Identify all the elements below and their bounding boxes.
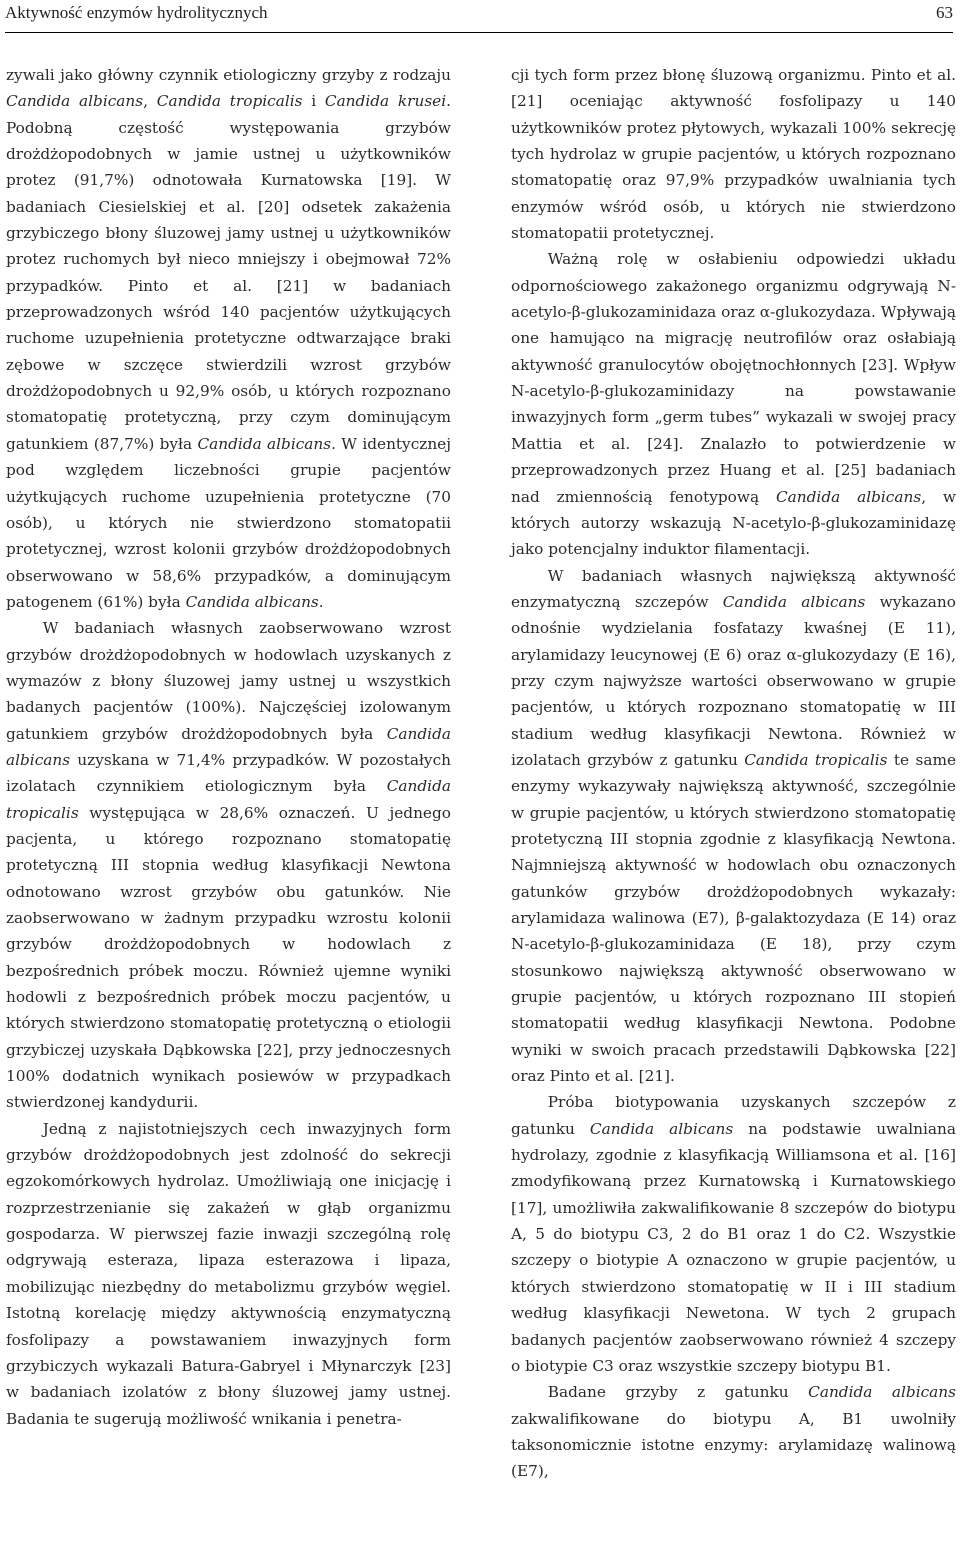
paragraph: cji tych form przez błonę śluzową organizmu. Pinto et al. [21] oceniając aktywność fosfolipazy u 140 użytkowników protez płytowych, wykazali 100% sekrecję tych hydrolaz w grupie pacjentów, u których rozpoznano stomatopatię oraz 97,9% przypadków uwalniania tych enzymów wśród osób, u których nie stwierdzono stomatopatii protetycznej.: [511, 66, 956, 243]
paragraph: Badane grzyby z gatunku Candida albicans zakwalifikowane do biotypu A, B1 uwolniły taksonomicznie istotne enzymy: arylamidazę walinową (E7),: [511, 1383, 956, 1481]
left-text-column: [6, 62, 451, 1552]
running-header: [5, 2, 953, 33]
paragraph: zywali jako główny czynnik etiologiczny grzyby z rodzaju Candida albicans, Candida tropicalis i Candida krusei. Podobną częstość występowania grzybów drożdżopodobnych w jamie ustnej u użytkowników protez (91,7%) odnotowała Kurnatowska [19]. W badaniach Ciesielskiej et al. [20] odsetek zakażenia grzybiczego błony śluzowej jamy ustnej u użytkowników protez ruchomych był nieco mniejszy i obejmował 72% przypadków. Pinto et al. [21] w badaniach przeprowadzonych wśród 140 pacjentów użytkujących ruchome uzupełnienia protetyczne odtwarzające braki zębowe w szczęce stwierdzili wzrost grzybów drożdżopodobnych u 92,9% osób, u których rozpoznano stomatopatię protetyczną, przy czym dominującym gatunkiem (87,7%) była Candida albicans. W identycznej pod względem liczebności grupie pacjentów użytkujących ruchome uzupełnienia protetyczne (70 osób), u których nie stwierdzono stomatopatii protetycznej, wzrost kolonii grzybów drożdżopodobnych obserwowano w 58,6% przypadków, a dominującym patogenem (61%) była Candida albicans.: [6, 66, 451, 611]
paragraph: W badaniach własnych zaobserwowano wzrost grzybów drożdżopodobnych w hodowlach uzyskanych z wymazów z błony śluzowej jamy ustnej u wszystkich badanych pacjentów (100%). Najczęściej izolowanym gatunkiem grzybów drożdżopodobnych była Candida albicans uzyskana w 71,4% przypadków. W pozostałych izolatach czynnikiem etiologicznym była Candida tropicalis występująca w 28,6% oznaczeń. U jednego pacjenta, u którego rozpoznano stomatopatię protetyczną III stopnia według klasyfikacji Newtona odnotowano wzrost grzybów obu gatunków. Nie zaobserwowano w żadnym przypadku wzrostu kolonii grzybów drożdżopodobnych w hodowlach z bezpośrednich próbek moczu. Również ujemne wyniki hodowli z bezpośrednich próbek moczu pacjentów, u których stwierdzono stomatopatię protetyczną o etiologii grzybiczej uzyskała Dąbkowska [22], przy jednoczesnych 100% dodatnich wynikach posiewów w przypadkach stwierdzonej kandydurii.: [6, 619, 451, 1112]
paragraph: W badaniach własnych największą aktywność enzymatyczną szczepów Candida albicans wykazano odnośnie wydzielania fosfatazy kwaśnej (E 11), arylamidazy leucynowej (E 6) oraz α-glukozydazy (E 16), przy czym najwyższe wartości obserwowano w grupie pacjentów, u których rozpoznano stomatopatię w III stadium według klasyfikacji Newtona. Również w izolatach grzybów z gatunku Candida tropicalis te same enzymy wykazywały największą aktywność, szczególnie w grupie pacjentów, u których stwierdzono stomatopatię protetyczną III stopnia zgodnie z klasyfikacją Newtona. Najmniejszą aktywność w hodowlach obu oznaczonych gatunków grzybów drożdżopodobnych wykazały: arylamidaza walinowa (E7), β-galaktozydaza (E 14) oraz N-acetylo-β-glukozaminidaza (E 18), przy czym stosunkowo największą aktywność obserwowano w grupie pacjentów, u których rozpoznano III stopień stomatopatii według klasyfikacji Newtona. Podobne wyniki w swoich pracach przedstawili Dąbkowska [22] oraz Pinto et al. [21].: [511, 566, 957, 1086]
running-title: Aktywność enzymów hydrolitycznych: [5, 3, 268, 22]
paragraph: Jedną z najistotniejszych cech inwazyjnych form grzybów drożdżopodobnych jest zdolność do sekrecji egzokomórkowych hydrolaz. Umożliwiają one inicjację i rozprzestrzenianie się zakażeń w głąb organizmu gospodarza. W pierwszej fazie inwazji szczególną rolę odgrywają esteraza, lipaza esterazowa i lipaza, mobilizując niezbędny do metabolizmu grzybów węgiel. Istotną korelację między aktywnością enzymatyczną fosfolipazy a powstawaniem inwazyjnych form grzybiczych wykazali Batura-Gabryel i Młynarczyk [23] w badaniach izolatów z błony śluzowej jamy ustnej. Badania te sugerują możliwość wnikania i penetra-: [6, 1119, 451, 1428]
page-number: 63: [936, 3, 953, 22]
paragraph: Ważną rolę w osłabieniu odpowiedzi układu odpornościowego zakażonego organizmu odgrywają N-acetylo-β-glukozaminidaza oraz α-glukozydaza. Wpływają one hamująco na migrację neutrofilów oraz osłabiają aktywność granulocytów obojętnochłonnych [23]. Wpływ N-acetylo-β-glukozaminidazy na powstawanie inwazyjnych form „germ tubes” wykazali w swojej pracy Mattia et al. [24]. Znalazło to potwierdzenie w przeprowadzonych przez Huang et al. [25] badaniach nad zmiennością fenotypową Candida albicans, w których autorzy wskazują N-acetylo-β-glukozaminidazę jako potencjalny induktor filamentacji.: [511, 250, 956, 559]
paragraph: Próba biotypowania uzyskanych szczepów z gatunku Candida albicans na podstawie uwalniana hydrolazy, zgodnie z klasyfikacją Williamsona et al. [16] zmodyfikowaną przez Kurnatowską i Kurnatowskiego [17], umożliwiła zakwalifikowanie 8 szczepów do biotypu A, 5 do biotypu C3, 2 do B1 oraz 1 do C2. Wszystkie szczepy o biotypie A oznaczono w grupie pacjentów, u których stwierdzono stomatopatię w II i III stadium według klasyfikacji Newetona. W tych 2 grupach badanych pacjentów zaobserwowano również 4 szczepy o biotypie C3 oraz wszystkie szczepy biotypu B1.: [511, 1093, 956, 1375]
right-text-column: [511, 62, 956, 1552]
